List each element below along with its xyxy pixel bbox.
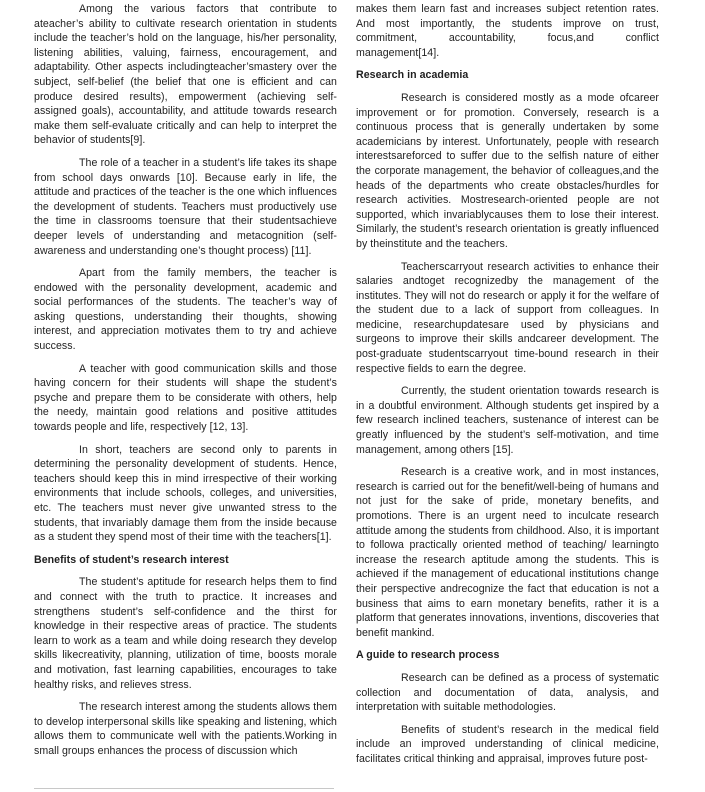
right-column xyxy=(356,2,659,775)
paragraph: Benefits of student’s research in the medical field include an improved understanding of clinical medicine, facilitates critical thinking and appraisal, improves future post- xyxy=(356,723,659,765)
section-heading-benefits: Benefits of student’s research interest xyxy=(34,553,229,566)
footer-rule xyxy=(34,788,334,789)
paragraph: The student’s aptitude for research helps them to find and connect with the truth to practice. It increases and strengthens student’s self-confidence and the thirst for knowledge in their respective areas of practice. The students learn to work as a team and while doing research they develop skills likecreativity, planning, utilization of time, boosts morale and motivation, fast learning capabilities, encourages to take healthy risks, and relieves stress. xyxy=(34,576,337,691)
paragraph: The research interest among the students allows them to develop interpersonal skills like speaking and listening, which allows them to communicate well with the patients.Working in small groups enhances the process of discussion which xyxy=(34,701,337,757)
paragraph: In short, teachers are second only to parents in determining the personality development of students. Hence, teachers should keep this in mind irrespective of their working environments that include schools, colleges, and universities, etc. The teachers must never give unwanted stress to the students, that invariably damage them from the inside because as a student they spend most of their time with the teachers[1]. xyxy=(34,443,337,544)
paragraph: Apart from the family members, the teacher is endowed with the personality development, academic and social performances of the students. The teacher’s way of asking questions, understanding their thoughts, showing interest, and appreciation motivates them to try and achieve success. xyxy=(34,267,337,353)
paragraph: Research is a creative work, and in most instances, research is carried out for the benefit/well-being of humans and not just for the sake of pride, monetary benefits, and promotions. There is an urgent need to inculcate research attitude among the students from childhood. Also, it is important to followa practically oriented method of teaching/ learningto increase the research aptitude among the students. This is achieved if the management of educational institutions change their perspective andrecognize the fact that education is not a business that aims to earn monetary benefits, rather it is a platform that generates innovations, inventions, discoveries that benefit mankind. xyxy=(356,466,659,639)
section-heading-research-academia: Research in academia xyxy=(356,69,469,82)
paragraph: Currently, the student orientation towards research is in a doubtful environment. Although students get inspired by a few research inclined teachers, sustenance of interest can be greatly influenced by the student’s self-motivation, and time management, among others [15]. xyxy=(356,385,659,456)
paragraph: Among the various factors that contribute to ateacher’s ability to cultivate research orientation in students include the teacher’s hold on the language, his/her personality, listening abilities, valuing, fairness, encouragement, and adaptability. Other aspects includingteacher’smastery over the subject, self-belief (the belief that one is efficient and can produce desired results), empowerment (achieving self-assigned goals), accountability, and attitude towards research make them self-evaluate critically and can help to interpret the behavior of students[9]. xyxy=(34,3,337,147)
left-column xyxy=(34,2,337,767)
section-heading-research-guide: A guide to research process xyxy=(356,649,500,662)
paragraph: The role of a teacher in a student’s life takes its shape from school days onwards [10]. Because early in life, the attitude and practices of the teacher is the one which influences the development of students. Teachers must productively use the time in classrooms toensure that their studentsachieve deeper levels of understanding and metacognition (self-awareness and understanding one’s thought process) [11]. xyxy=(34,156,337,257)
paragraph: Research is considered mostly as a mode ofcareer improvement or for promotion. Conversely, research is a continuous process that is generally undertaken by some academicians by interest. Unfortunately, people with research interestsareforced to suffer due to the selfish nature of either the corporate management, the behavior of colleagues,and the heads of the departments who create obstacles/hurdles for research activities. Mostresearch-oriented people are not supported, which invariablycauses them to lose their interest. Similarly, the student’s research orientation is greatly influenced by theinstitute and the teachers. xyxy=(356,91,659,250)
paragraph: A teacher with good communication skills and those having concern for their students will shape the student’s psyche and prepare them to be considerate with others, help the needy, maintain good relations and positive attitudes towards people and life, respectively [12, 13]. xyxy=(34,362,337,434)
paragraph: Research can be defined as a process of systematic collection and documentation of data, analysis, and interpretation with suitable methodologies. xyxy=(356,671,659,714)
paragraph-continued: makes them learn fast and increases subject retention rates. And most importantly, the students improve on trust, commitment, accountability, focus,and conflict management[14]. xyxy=(356,3,659,59)
paragraph: Teacherscarryout research activities to enhance their salaries andtoget recognizedby the management of the institutes. They will not do research or apply it for the welfare of the student due to a lack of support from colleagues. In medicine, researchupdatesare used by physicians and surgeons to improve their skills andcareer development. The post-graduate studentscarryout time-bound research in their respective fields to earn the degree. xyxy=(356,260,659,375)
